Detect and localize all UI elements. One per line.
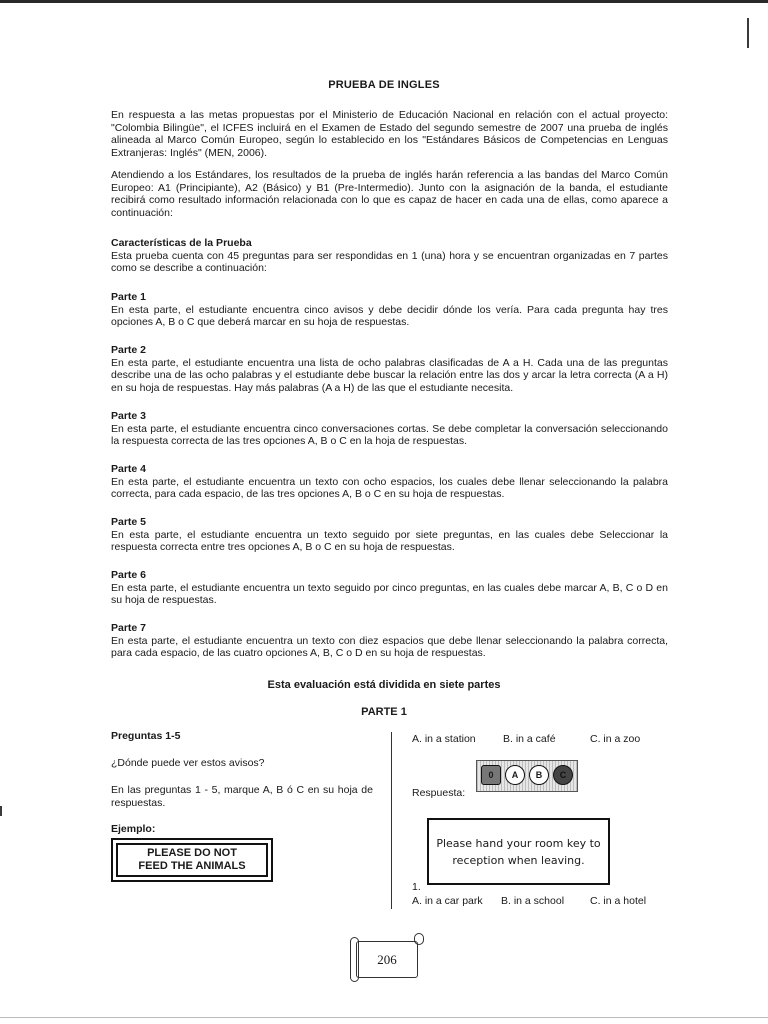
question-text: ¿Dónde puede ver estos avisos? — [111, 757, 265, 769]
section-text: En esta parte, el estudiante encuentra un texto seguido por siete preguntas, en las cuales debe Seleccionar la respuesta correcta entre tres opciones A, B o C en su hoja de respuestas. — [111, 528, 668, 554]
question-sign — [427, 818, 610, 885]
section-heading: Parte 2 — [111, 344, 147, 356]
part-section — [111, 291, 668, 329]
answer-bubble-strip — [476, 760, 578, 792]
section-text: En esta parte, el estudiante encuentra cinco avisos y debe decidir dónde los vería. Para cada pregunta hay tres opciones A, B o C que deberá marcar en su hoja de respuestas. — [111, 303, 668, 329]
option-a: A. in a car park — [412, 895, 483, 907]
section-heading: Parte 5 — [111, 516, 147, 528]
answer-bubble-selected: C — [553, 765, 573, 785]
section-text: En esta parte, el estudiante encuentra un texto con ocho espacios, los cuales debe llenar seleccionando la palabra correcta, para cada espacio, de las tres opciones A, B o C en su hoja de respuestas. — [111, 475, 668, 501]
sign-line: FEED THE ANIMALS — [138, 860, 246, 872]
section-text: En esta parte, el estudiante encuentra un texto seguido por cinco preguntas, en las cuales debe marcar A, B, C o D en su hoja de respuestas. — [111, 581, 668, 607]
sign-line: reception when leaving. — [452, 853, 585, 867]
part-section — [111, 622, 668, 660]
section-heading: Parte 4 — [111, 463, 147, 475]
section-text: En esta parte, el estudiante encuentra cinco conversaciones cortas. Se debe completar la conversación seleccionando la respuesta correcta de las tres opciones A, B o C en la hoja de respuestas. — [111, 422, 668, 448]
division-note: Esta evaluación está dividida en siete partes — [267, 679, 501, 691]
option-c: C. in a hotel — [590, 895, 647, 907]
answer-bubble: 0 — [481, 765, 501, 785]
part-section — [111, 463, 668, 501]
example-sign — [111, 838, 273, 882]
answer-label: Respuesta: — [412, 787, 466, 799]
option-a: A. in a station — [412, 733, 476, 745]
characteristics-section — [111, 237, 668, 275]
section-heading: Parte 6 — [111, 569, 147, 581]
option-b: B. in a school — [501, 895, 565, 907]
sign-line: Please hand your room key to — [436, 836, 601, 850]
section-heading: Parte 7 — [111, 622, 147, 634]
part-section — [111, 516, 668, 554]
section-heading: Características de la Prueba — [111, 237, 252, 249]
part-section — [111, 569, 668, 607]
part-section — [111, 410, 668, 448]
part-section — [111, 344, 668, 394]
section-text: Esta prueba cuenta con 45 preguntas para ser respondidas en 1 (una) hora y se encuentran organizadas en 7 partes como se describe a continuación: — [111, 249, 668, 275]
section-text: En esta parte, el estudiante encuentra un texto con diez espacios que debe llenar seleccionando la palabra correcta, para cada espacio, de las cuatro opciones A, B, C o D en su hoja de respuestas. — [111, 634, 668, 660]
section-text: En esta parte, el estudiante encuentra una lista de ocho palabras clasificadas de A a H. Cada una de las preguntas describe una de las ocho palabras y el estudiante debe buscar la relación entre las dos y arcar la letra correcta (A a H) en su hoja de respuestas. Hay más palabras (A a H) de las que el estudiante necesita. — [111, 356, 668, 394]
option-b: B. in a café — [503, 733, 556, 745]
column-divider — [391, 732, 392, 909]
page-edge-mark — [747, 18, 749, 48]
section-heading: Parte 1 — [111, 291, 147, 303]
example-sign-inner — [116, 843, 268, 877]
page-edge-mark — [0, 806, 2, 816]
instruction-text: En las preguntas 1 - 5, marque A, B ó C en su hoja de respuestas. — [111, 784, 373, 809]
section-heading: Parte 3 — [111, 410, 147, 422]
sign-line: PLEASE DO NOT — [147, 847, 237, 859]
part-title: PARTE 1 — [361, 706, 407, 718]
page-bottom-edge — [0, 1017, 768, 1018]
questions-label: Preguntas 1-5 — [111, 730, 181, 742]
answer-bubble: A — [505, 765, 525, 785]
option-c: C. in a zoo — [590, 733, 641, 745]
intro-paragraph: En respuesta a las metas propuestas por el Ministerio de Educación Nacional en relación con el actual proyecto: "Colombia Bilingüe", el ICFES incluirá en el Examen de Estado del segundo semestre de 2007 una prueba de inglés alineada al Marco Común Europeo, según lo establecido en los "Estándares Básicos de Competencias en Lenguas Extranjeras: Inglés" (MEN, 2006). — [111, 109, 668, 159]
answer-bubble: B — [529, 765, 549, 785]
page-number: 206 — [356, 941, 418, 978]
page-title: PRUEBA DE INGLES — [328, 79, 440, 91]
page-top-edge — [0, 0, 768, 3]
example-label: Ejemplo: — [111, 823, 156, 835]
intro-paragraph: Atendiendo a los Estándares, los resultados de la prueba de inglés harán referencia a las bandas del Marco Común Europeo: A1 (Principiante), A2 (Básico) y B1 (Pre-Intermedio). Junto con la asignación de la banda, el estudiante recibirá como resultado información relacionada con lo que es capaz de hacer en cada una de ellas, como aparece a continuación: — [111, 169, 668, 219]
